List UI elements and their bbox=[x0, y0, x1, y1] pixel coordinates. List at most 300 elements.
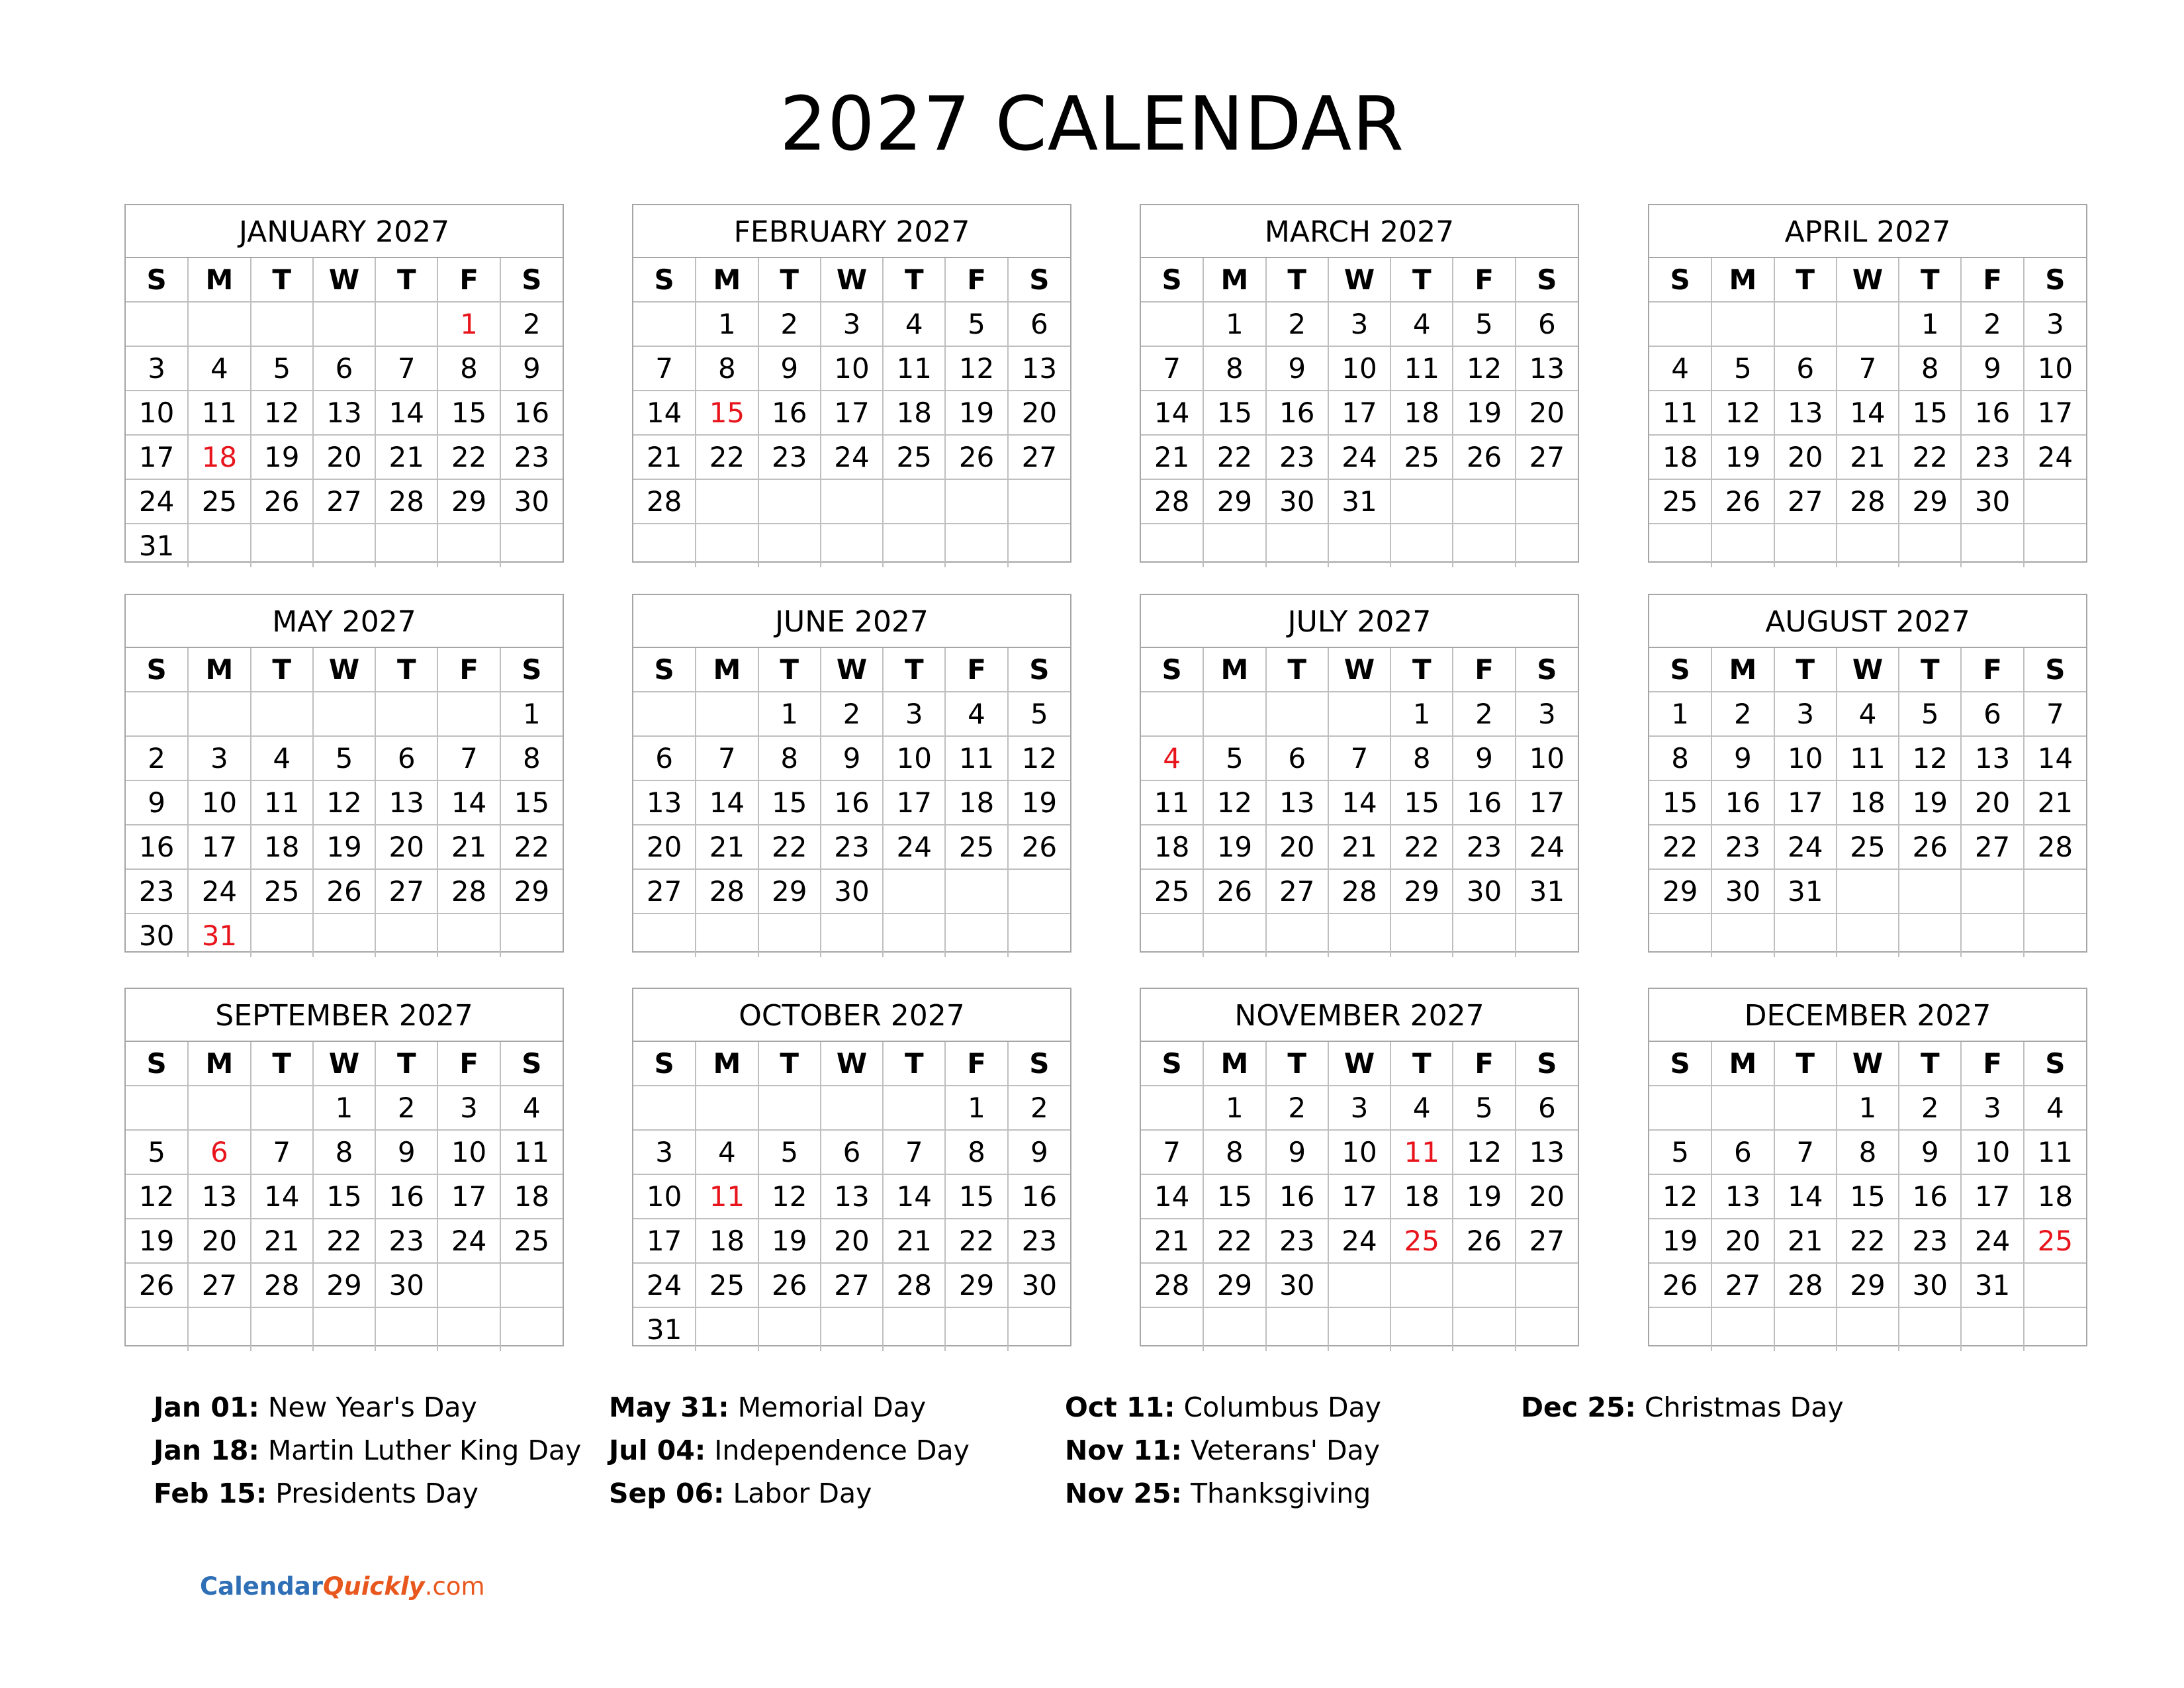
day-cell: 29 bbox=[1203, 1263, 1265, 1307]
day-cell: 8 bbox=[1899, 346, 1961, 391]
day-cell: 1 bbox=[1203, 1086, 1265, 1130]
day-cell: 9 bbox=[500, 346, 563, 391]
day-cell: 17 bbox=[1774, 780, 1837, 825]
empty-day-cell bbox=[883, 524, 945, 567]
day-cell: 14 bbox=[1837, 391, 1899, 435]
day-cell: 8 bbox=[945, 1130, 1007, 1174]
day-cell: 30 bbox=[1453, 869, 1515, 914]
week-row bbox=[1649, 435, 2086, 479]
day-cell: 4 bbox=[696, 1130, 758, 1174]
logo-part-quickly: Quickly bbox=[322, 1572, 425, 1601]
empty-day-cell bbox=[375, 692, 437, 736]
day-cell: 16 bbox=[1453, 780, 1515, 825]
weekday-header-row bbox=[1649, 1042, 2086, 1086]
day-cell: 19 bbox=[1203, 825, 1265, 869]
weekday-header: T bbox=[1266, 258, 1328, 302]
day-cell: 20 bbox=[1516, 391, 1578, 435]
day-cell: 30 bbox=[1899, 1263, 1961, 1307]
weekday-header-row bbox=[1649, 258, 2086, 302]
empty-day-cell bbox=[251, 302, 313, 346]
week-row bbox=[1141, 1174, 1578, 1219]
weekday-header: M bbox=[1711, 1042, 1774, 1086]
day-cell: 16 bbox=[758, 391, 821, 435]
day-cell: 10 bbox=[1328, 346, 1390, 391]
weekday-header-row bbox=[633, 1042, 1070, 1086]
empty-day-cell bbox=[758, 524, 821, 567]
week-row bbox=[1649, 479, 2086, 524]
day-cell: 11 bbox=[1390, 346, 1453, 391]
day-cell: 4 bbox=[251, 736, 313, 780]
empty-day-cell bbox=[1266, 524, 1328, 567]
week-row bbox=[1141, 346, 1578, 391]
day-cell: 30 bbox=[1266, 1263, 1328, 1307]
month-may bbox=[124, 594, 564, 953]
day-cell: 17 bbox=[126, 435, 188, 479]
week-row bbox=[126, 825, 563, 869]
weekday-header: S bbox=[500, 648, 563, 692]
day-cell: 2 bbox=[1266, 1086, 1328, 1130]
empty-day-cell bbox=[251, 1307, 313, 1351]
holiday-day-cell: 1 bbox=[437, 302, 500, 346]
empty-day-cell bbox=[1837, 302, 1899, 346]
day-cell: 23 bbox=[821, 825, 883, 869]
month-day-grid bbox=[126, 648, 563, 957]
day-cell: 11 bbox=[1141, 780, 1203, 825]
week-row bbox=[1141, 1219, 1578, 1263]
day-cell: 20 bbox=[633, 825, 696, 869]
day-cell: 7 bbox=[883, 1130, 945, 1174]
empty-day-cell bbox=[1711, 524, 1774, 567]
empty-day-cell bbox=[1390, 479, 1453, 524]
empty-day-cell bbox=[2024, 1307, 2086, 1351]
day-cell: 10 bbox=[126, 391, 188, 435]
day-cell: 19 bbox=[1649, 1219, 1711, 1263]
empty-day-cell bbox=[696, 479, 758, 524]
day-cell: 17 bbox=[437, 1174, 500, 1219]
day-cell: 30 bbox=[126, 914, 188, 957]
week-row bbox=[633, 736, 1070, 780]
weekday-header: W bbox=[1328, 648, 1390, 692]
day-cell: 28 bbox=[1141, 479, 1203, 524]
empty-day-cell bbox=[1961, 1307, 2023, 1351]
day-cell: 16 bbox=[821, 780, 883, 825]
week-row bbox=[126, 391, 563, 435]
weekday-header: F bbox=[437, 648, 500, 692]
week-row bbox=[126, 1130, 563, 1174]
empty-day-cell bbox=[1774, 302, 1837, 346]
day-cell: 27 bbox=[1961, 825, 2023, 869]
day-cell: 12 bbox=[1203, 780, 1265, 825]
week-row bbox=[1649, 1086, 2086, 1130]
empty-day-cell bbox=[313, 1307, 375, 1351]
day-cell: 18 bbox=[1837, 780, 1899, 825]
weekday-header: S bbox=[1516, 1042, 1578, 1086]
empty-day-cell bbox=[1649, 524, 1711, 567]
week-row bbox=[633, 692, 1070, 736]
weekday-header: T bbox=[1390, 258, 1453, 302]
empty-day-cell bbox=[1516, 479, 1578, 524]
day-cell: 20 bbox=[188, 1219, 250, 1263]
week-row bbox=[1649, 1307, 2086, 1351]
empty-day-cell bbox=[945, 1307, 1007, 1351]
day-cell: 20 bbox=[821, 1219, 883, 1263]
weekday-header: F bbox=[1961, 1042, 2023, 1086]
empty-day-cell bbox=[821, 914, 883, 957]
day-cell: 1 bbox=[1649, 692, 1711, 736]
weekday-header: T bbox=[1390, 1042, 1453, 1086]
day-cell: 6 bbox=[1516, 1086, 1578, 1130]
weekday-header: S bbox=[1516, 258, 1578, 302]
week-row bbox=[633, 346, 1070, 391]
empty-day-cell bbox=[758, 479, 821, 524]
empty-day-cell bbox=[1328, 1307, 1390, 1351]
day-cell: 18 bbox=[1141, 825, 1203, 869]
day-cell: 1 bbox=[945, 1086, 1007, 1130]
day-cell: 6 bbox=[633, 736, 696, 780]
day-cell: 11 bbox=[251, 780, 313, 825]
holiday-date: Sep 06: bbox=[609, 1477, 725, 1509]
day-cell: 30 bbox=[1266, 479, 1328, 524]
weekday-header: F bbox=[1961, 258, 2023, 302]
day-cell: 5 bbox=[758, 1130, 821, 1174]
holiday-item bbox=[154, 1429, 581, 1472]
day-cell: 14 bbox=[883, 1174, 945, 1219]
day-cell: 25 bbox=[1390, 435, 1453, 479]
empty-day-cell bbox=[1837, 869, 1899, 914]
month-october bbox=[632, 988, 1071, 1346]
day-cell: 3 bbox=[437, 1086, 500, 1130]
day-cell: 16 bbox=[1266, 1174, 1328, 1219]
day-cell: 6 bbox=[1961, 692, 2023, 736]
month-july bbox=[1140, 594, 1579, 953]
day-cell: 6 bbox=[1266, 736, 1328, 780]
month-february bbox=[632, 204, 1071, 563]
day-cell: 25 bbox=[251, 869, 313, 914]
weekday-header: M bbox=[1203, 1042, 1265, 1086]
empty-day-cell bbox=[1390, 914, 1453, 957]
empty-day-cell bbox=[126, 692, 188, 736]
empty-day-cell bbox=[1774, 524, 1837, 567]
day-cell: 19 bbox=[1711, 435, 1774, 479]
day-cell: 15 bbox=[1649, 780, 1711, 825]
empty-day-cell bbox=[758, 1307, 821, 1351]
day-cell: 25 bbox=[500, 1219, 563, 1263]
day-cell: 18 bbox=[696, 1219, 758, 1263]
day-cell: 21 bbox=[1774, 1219, 1837, 1263]
empty-day-cell bbox=[1390, 524, 1453, 567]
week-row bbox=[126, 1174, 563, 1219]
day-cell: 3 bbox=[188, 736, 250, 780]
day-cell: 16 bbox=[1961, 391, 2023, 435]
day-cell: 7 bbox=[437, 736, 500, 780]
month-november bbox=[1140, 988, 1579, 1346]
day-cell: 9 bbox=[821, 736, 883, 780]
day-cell: 5 bbox=[1203, 736, 1265, 780]
month-title: APRIL 2027 bbox=[1649, 205, 2086, 258]
holiday-date: Oct 11: bbox=[1065, 1391, 1175, 1423]
week-row bbox=[1141, 479, 1578, 524]
week-row bbox=[126, 524, 563, 567]
day-cell: 21 bbox=[1141, 1219, 1203, 1263]
week-row bbox=[126, 780, 563, 825]
weekday-header: M bbox=[188, 258, 250, 302]
day-cell: 4 bbox=[2024, 1086, 2086, 1130]
day-cell: 4 bbox=[1837, 692, 1899, 736]
day-cell: 25 bbox=[696, 1263, 758, 1307]
day-cell: 16 bbox=[1266, 391, 1328, 435]
empty-day-cell bbox=[1453, 1307, 1515, 1351]
empty-day-cell bbox=[1649, 1307, 1711, 1351]
empty-day-cell bbox=[821, 479, 883, 524]
day-cell: 10 bbox=[1961, 1130, 2023, 1174]
week-row bbox=[1141, 736, 1578, 780]
day-cell: 2 bbox=[821, 692, 883, 736]
day-cell: 1 bbox=[758, 692, 821, 736]
day-cell: 18 bbox=[500, 1174, 563, 1219]
day-cell: 15 bbox=[313, 1174, 375, 1219]
day-cell: 8 bbox=[1649, 736, 1711, 780]
week-row bbox=[126, 1307, 563, 1351]
empty-day-cell bbox=[1837, 914, 1899, 957]
empty-day-cell bbox=[2024, 1263, 2086, 1307]
day-cell: 16 bbox=[126, 825, 188, 869]
day-cell: 26 bbox=[758, 1263, 821, 1307]
day-cell: 10 bbox=[821, 346, 883, 391]
day-cell: 8 bbox=[1203, 1130, 1265, 1174]
weekday-header: T bbox=[883, 1042, 945, 1086]
day-cell: 14 bbox=[1328, 780, 1390, 825]
day-cell: 12 bbox=[1711, 391, 1774, 435]
month-december bbox=[1648, 988, 2087, 1346]
empty-day-cell bbox=[1141, 524, 1203, 567]
day-cell: 13 bbox=[1711, 1174, 1774, 1219]
holiday-date: Nov 25: bbox=[1065, 1477, 1182, 1509]
day-cell: 17 bbox=[883, 780, 945, 825]
day-cell: 3 bbox=[2024, 302, 2086, 346]
day-cell: 3 bbox=[1961, 1086, 2023, 1130]
day-cell: 18 bbox=[1390, 391, 1453, 435]
empty-day-cell bbox=[1516, 1263, 1578, 1307]
day-cell: 1 bbox=[1203, 302, 1265, 346]
empty-day-cell bbox=[500, 914, 563, 957]
day-cell: 19 bbox=[313, 825, 375, 869]
empty-day-cell bbox=[1453, 1263, 1515, 1307]
weekday-header: S bbox=[126, 1042, 188, 1086]
day-cell: 15 bbox=[1203, 391, 1265, 435]
day-cell: 29 bbox=[1203, 479, 1265, 524]
day-cell: 27 bbox=[1516, 1219, 1578, 1263]
empty-day-cell bbox=[1203, 692, 1265, 736]
weekday-header: S bbox=[1516, 648, 1578, 692]
day-cell: 23 bbox=[500, 435, 563, 479]
day-cell: 10 bbox=[2024, 346, 2086, 391]
week-row bbox=[1141, 1263, 1578, 1307]
holiday-day-cell: 25 bbox=[1390, 1219, 1453, 1263]
day-cell: 22 bbox=[1899, 435, 1961, 479]
week-row bbox=[633, 435, 1070, 479]
day-cell: 20 bbox=[313, 435, 375, 479]
empty-day-cell bbox=[437, 692, 500, 736]
week-row bbox=[126, 736, 563, 780]
empty-day-cell bbox=[251, 914, 313, 957]
day-cell: 17 bbox=[1328, 391, 1390, 435]
weekday-header: S bbox=[2024, 648, 2086, 692]
day-cell: 24 bbox=[883, 825, 945, 869]
week-row bbox=[1649, 1219, 2086, 1263]
weekday-header: S bbox=[1008, 1042, 1070, 1086]
empty-day-cell bbox=[945, 914, 1007, 957]
week-row bbox=[633, 825, 1070, 869]
weekday-header: M bbox=[1203, 648, 1265, 692]
day-cell: 10 bbox=[1516, 736, 1578, 780]
day-cell: 12 bbox=[945, 346, 1007, 391]
week-row bbox=[1141, 1307, 1578, 1351]
day-cell: 30 bbox=[821, 869, 883, 914]
day-cell: 13 bbox=[188, 1174, 250, 1219]
day-cell: 21 bbox=[883, 1219, 945, 1263]
week-row bbox=[1649, 1263, 2086, 1307]
holiday-date: Jan 18: bbox=[154, 1434, 259, 1466]
empty-day-cell bbox=[1961, 524, 2023, 567]
day-cell: 28 bbox=[696, 869, 758, 914]
day-cell: 19 bbox=[251, 435, 313, 479]
weekday-header: S bbox=[2024, 1042, 2086, 1086]
empty-day-cell bbox=[251, 524, 313, 567]
weekday-header: T bbox=[758, 648, 821, 692]
empty-day-cell bbox=[1961, 914, 2023, 957]
week-row bbox=[1141, 302, 1578, 346]
holiday-day-cell: 11 bbox=[696, 1174, 758, 1219]
empty-day-cell bbox=[1141, 302, 1203, 346]
empty-day-cell bbox=[375, 524, 437, 567]
weekday-header: F bbox=[945, 648, 1007, 692]
day-cell: 22 bbox=[1203, 435, 1265, 479]
empty-day-cell bbox=[375, 914, 437, 957]
month-title: MAY 2027 bbox=[126, 595, 563, 648]
holiday-day-cell: 15 bbox=[696, 391, 758, 435]
day-cell: 20 bbox=[1008, 391, 1070, 435]
empty-day-cell bbox=[1649, 914, 1711, 957]
day-cell: 26 bbox=[251, 479, 313, 524]
holiday-name: Thanksgiving bbox=[1190, 1477, 1371, 1509]
day-cell: 29 bbox=[1390, 869, 1453, 914]
day-cell: 18 bbox=[945, 780, 1007, 825]
weekday-header-row bbox=[1141, 258, 1578, 302]
day-cell: 6 bbox=[375, 736, 437, 780]
day-cell: 30 bbox=[1711, 869, 1774, 914]
day-cell: 19 bbox=[126, 1219, 188, 1263]
week-row bbox=[126, 302, 563, 346]
day-cell: 26 bbox=[1203, 869, 1265, 914]
day-cell: 26 bbox=[1008, 825, 1070, 869]
empty-day-cell bbox=[1203, 524, 1265, 567]
weekday-header: T bbox=[1774, 1042, 1837, 1086]
day-cell: 9 bbox=[126, 780, 188, 825]
day-cell: 30 bbox=[1008, 1263, 1070, 1307]
day-cell: 2 bbox=[1266, 302, 1328, 346]
weekday-header-row bbox=[1141, 1042, 1578, 1086]
day-cell: 15 bbox=[758, 780, 821, 825]
month-day-grid bbox=[1141, 1042, 1578, 1351]
weekday-header: T bbox=[375, 1042, 437, 1086]
day-cell: 28 bbox=[1774, 1263, 1837, 1307]
day-cell: 11 bbox=[883, 346, 945, 391]
day-cell: 9 bbox=[1453, 736, 1515, 780]
weekday-header: S bbox=[126, 258, 188, 302]
day-cell: 28 bbox=[1328, 869, 1390, 914]
week-row bbox=[1649, 346, 2086, 391]
day-cell: 6 bbox=[821, 1130, 883, 1174]
week-row bbox=[1649, 1174, 2086, 1219]
month-title: JULY 2027 bbox=[1141, 595, 1578, 648]
day-cell: 6 bbox=[1008, 302, 1070, 346]
day-cell: 24 bbox=[1328, 1219, 1390, 1263]
day-cell: 15 bbox=[1203, 1174, 1265, 1219]
week-row bbox=[633, 1263, 1070, 1307]
holiday-date: Jan 01: bbox=[154, 1391, 259, 1423]
day-cell: 27 bbox=[375, 869, 437, 914]
day-cell: 9 bbox=[758, 346, 821, 391]
holiday-column bbox=[609, 1386, 970, 1515]
holiday-item bbox=[609, 1472, 970, 1515]
weekday-header-row bbox=[126, 1042, 563, 1086]
empty-day-cell bbox=[2024, 479, 2086, 524]
day-cell: 26 bbox=[1453, 435, 1515, 479]
day-cell: 7 bbox=[1141, 346, 1203, 391]
day-cell: 7 bbox=[1837, 346, 1899, 391]
day-cell: 25 bbox=[945, 825, 1007, 869]
empty-day-cell bbox=[188, 692, 250, 736]
day-cell: 5 bbox=[1711, 346, 1774, 391]
week-row bbox=[1649, 780, 2086, 825]
day-cell: 23 bbox=[1008, 1219, 1070, 1263]
day-cell: 18 bbox=[1649, 435, 1711, 479]
day-cell: 11 bbox=[945, 736, 1007, 780]
weekday-header: T bbox=[251, 258, 313, 302]
day-cell: 24 bbox=[188, 869, 250, 914]
day-cell: 23 bbox=[1266, 1219, 1328, 1263]
empty-day-cell bbox=[375, 1307, 437, 1351]
empty-day-cell bbox=[1266, 692, 1328, 736]
day-cell: 21 bbox=[2024, 780, 2086, 825]
weekday-header: T bbox=[1899, 648, 1961, 692]
empty-day-cell bbox=[1390, 1263, 1453, 1307]
holiday-item bbox=[609, 1429, 970, 1472]
weekday-header: W bbox=[1837, 1042, 1899, 1086]
day-cell: 5 bbox=[1899, 692, 1961, 736]
day-cell: 5 bbox=[251, 346, 313, 391]
weekday-header: M bbox=[696, 258, 758, 302]
day-cell: 26 bbox=[1649, 1263, 1711, 1307]
week-row bbox=[1141, 869, 1578, 914]
weekday-header: S bbox=[1141, 648, 1203, 692]
day-cell: 22 bbox=[1837, 1219, 1899, 1263]
day-cell: 27 bbox=[633, 869, 696, 914]
day-cell: 24 bbox=[1774, 825, 1837, 869]
day-cell: 10 bbox=[1328, 1130, 1390, 1174]
weekday-header: S bbox=[1008, 648, 1070, 692]
month-title: JUNE 2027 bbox=[633, 595, 1070, 648]
day-cell: 25 bbox=[1141, 869, 1203, 914]
day-cell: 23 bbox=[375, 1219, 437, 1263]
month-day-grid bbox=[1649, 258, 2086, 567]
day-cell: 1 bbox=[696, 302, 758, 346]
weekday-header: S bbox=[633, 1042, 696, 1086]
empty-day-cell bbox=[1008, 479, 1070, 524]
day-cell: 5 bbox=[1453, 302, 1515, 346]
day-cell: 4 bbox=[1390, 1086, 1453, 1130]
day-cell: 7 bbox=[1141, 1130, 1203, 1174]
